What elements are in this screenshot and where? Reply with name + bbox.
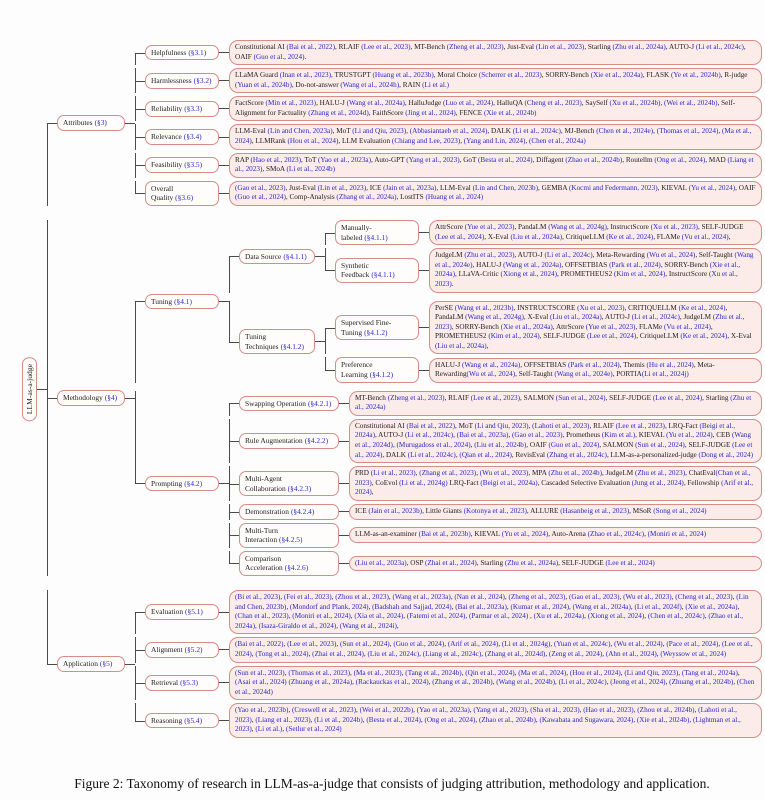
node-label: Attributes: [63, 118, 93, 128]
node-label: Methodology: [63, 393, 103, 403]
connector-line: [219, 165, 229, 166]
branch-comparison-acceleration: [229, 551, 762, 576]
citations-reliability: FactScore (Min et al., 2023), HALU-J (Wang et al., 2024a), HalluJudge (Luo et al., 2024), HalluQA (Cheng et al., 2023), SaySelf (Xu et al., 2024b), (Wei et al., 2024b), Self-Alignment for Factuality (Zhang et al., 2024d), FaithScore (Jing et al., 2024), FENCE (Xie et al., 2024b): [229, 96, 762, 121]
root-node: LLM-as-a-judge: [22, 357, 37, 421]
section-ref: (§4.1.1): [371, 270, 395, 280]
node-supervised-fine-tuning: [335, 315, 419, 340]
connector-line: [219, 649, 229, 650]
connector-line: [219, 80, 229, 81]
connector-line: [339, 563, 349, 564]
connector-line: [339, 483, 349, 484]
connector-line: [125, 664, 135, 665]
connector-line: [125, 398, 135, 399]
taxonomy-tree: [22, 12, 762, 766]
node-label: Prompting: [151, 478, 183, 488]
branch-data-source: [229, 220, 762, 293]
branch-alignment: [135, 637, 762, 662]
node-multi-turn-interaction: [239, 523, 339, 548]
section-ref: (§3.5): [184, 160, 203, 170]
citations-overall-quality: (Gao et al., 2023), Just-Eval (Lin et al., 2023), ICE (Jain et al., 2023a), LLM-Eval (Lin and Chen, 2023b), GEMBA (Kocmi and Federmann, 2023), KIEVAL (Yu et al., 2024), OAIF (Guo et al., 2024), Comp-Analysis (Zhang et al., 2024a), LostITS (Huang et al., 2024): [229, 181, 762, 206]
citations-alignment: (Bai et al., 2022), (Lee et al., 2023), (Sun et al., 2024), (Guo et al., 2024), (Arif et al., 2024), (Li et al., 2024g), (Yuan et al., 2024c), (Wu et al., 2024), (Pace et al., 2024), (Lee et al., 2024), (Tong et al., 2024), (Zhai et al., 2024), (Liu et al., 2024c), (Liang et al., 2024c), (Zhang et al., 2024d), (Zeng et al., 2024), (Ahn et al., 2024), (Weyssow et al., 2024): [229, 637, 762, 662]
section-ref: (§4.1.2): [280, 341, 304, 351]
node-label: Rule Augmentation: [245, 436, 303, 446]
node-label: Feasibility: [151, 160, 183, 170]
node-label: Tuning Techniques: [245, 332, 279, 351]
connector-line: [219, 720, 229, 721]
branch-demonstration: [229, 504, 762, 520]
node-label: Preference Learning: [341, 360, 373, 380]
branch-helpfulness: [135, 40, 762, 65]
node-prompting: [145, 476, 219, 492]
node-alignment: [145, 642, 219, 658]
node-demonstration: [239, 504, 339, 520]
branch-swapping-operation: [229, 391, 762, 416]
citations-helpfulness: Constitutional AI (Bai et al., 2022), RLAIF (Lee et al., 2023), MT-Bench (Zheng et al., 2023), Just-Eval (Lin et al., 2023), Starling (Zhu et al., 2024a), AUTO-J (Li et al., 2024c), OAIF (Guo et al., 2024).: [229, 40, 762, 65]
section-ref: (§4.2.3): [287, 483, 312, 493]
node-label: Swapping Operation: [245, 398, 306, 408]
branch-harmlessness: [135, 68, 762, 93]
section-ref: (§4.1): [174, 296, 192, 306]
figure-caption: Figure 2: Taxonomy of research in LLM-as-a-judge that consists of judging attribution, methodology and application.: [74, 776, 710, 791]
branch-methodology: [47, 220, 762, 576]
connector-line: [219, 52, 229, 53]
branch-synthetic-feedback: [325, 248, 762, 292]
node-tuning-techniques: [239, 329, 315, 354]
branch-evaluation: [135, 590, 762, 634]
connector-line: [315, 256, 325, 257]
connector-line: [219, 137, 229, 138]
section-ref: (§3.1): [188, 47, 207, 57]
node-label: Multi-Turn Interaction: [245, 525, 278, 545]
section-ref: (§4.2.6): [284, 563, 309, 573]
node-label: Manually-labeled: [341, 223, 372, 242]
section-ref: (§4.1.2): [369, 370, 394, 380]
node-label: Multi-Agent Collaboration: [245, 473, 286, 493]
branch-preference-learning: [325, 357, 762, 382]
connector-line: [339, 535, 349, 536]
node-label: Relevance: [151, 132, 182, 142]
citations-multi-turn-interaction: LLM-as-an-examiner (Bai et al., 2023b), KIEVAL (Yu et al., 2024), Auto-Arena (Zhao et al., 2024c), (Moniri et al., 2024): [349, 527, 762, 543]
node-label: Comparison Acceleration: [245, 553, 283, 573]
section-ref: (§3.2): [193, 75, 212, 85]
node-reliability: [145, 101, 219, 117]
node-feasibility: [145, 157, 219, 173]
citations-relevance: LLM-Eval (Lin and Chen, 2023a), MoT (Li and Qiu, 2023), (Abbasiantaeb et al., 2024), DALK (Li et al., 2024c), MJ-Bench (Chen et al., 2024e), (Thomas et al., 2024), (Ma et al., 2024), LLMRank (Hou et al., 2024), LLM Evaluation (Chiang and Lee, 2023), (Yang and Lin, 2024), (Chen et al., 2024a): [229, 124, 762, 149]
branch-relevance: [135, 124, 762, 149]
connector-line: [219, 301, 229, 302]
connector-line: [219, 483, 229, 484]
node-label: Supervised Fine-Tuning: [341, 317, 392, 337]
citations-rule-augmentation: Constitutional AI (Bai et al., 2022), MoT (Li and Qiu, 2023), (Lahoti et al., 2023), RLAIF (Lee et al., 2023), LRQ-Fact (Beigi et al., 2024a), AUTO-J (Li et al., 2024c), (Bai et al., 2023a), (Gao et al., 2023), Prometheus (Kim et al.), KIEVAL (Yu et al., 2024), CEB (Wang et al., 2024d), (Murugadoss et al., 2024), (Liu et al., 2024b), OAIF (Guo et al., 2024), SALMON (Sun et al., 2024), SELF-JUDGE (Lee et al., 2024), DALK (Li et al., 2024c), (Qian et al., 2024), RevisEval (Zhang et al., 2024c), LLM-as-a-personalized-judge (Dong et al., 2024): [349, 419, 762, 463]
branch-application: [47, 590, 762, 738]
node-label: Application: [63, 659, 98, 669]
connector-line: [37, 389, 47, 390]
section-ref: (§3): [94, 118, 107, 128]
citations-evaluation: (Bi et al., 2023), (Fei et al., 2023), (Zhou et al., 2023), (Wang et al., 2023a), (Nan et al., 2024), (Zheng et al., 2023), (Gao et al., 2023), (Wu et al., 2023), (Cheng et al., 2023), (Lin and Chen, 2023b), (Mondorf and Plank, 2024), (Badshah and Sajjad, 2024), (Bai et al., 2023a), (Kumar et al., 2024), (Wang et al., 2024a), (Li et al., 2024f), (Xie et al., 2024a), (Chan et al., 2023), (Moniri et al., 2024), (Xia et al., 2024), (Fatemi et al., 2024), (Parmar et al., 2024) , (Xu et al., 2024a), (Xiong et al., 2024), (Chen et al., 2024c), (Zhao et al., 2024a), (Isaza-Giraldo et al., 2024), (Wang et al., 2024i),: [229, 590, 762, 634]
branch-tuning: [135, 220, 762, 383]
connector-line: [339, 441, 349, 442]
node-tuning: [145, 294, 219, 310]
branch-reliability: [135, 96, 762, 121]
connector-line: [315, 341, 325, 342]
branch-manually-labeled: [325, 220, 762, 245]
section-ref: (§4.1.1): [364, 232, 388, 242]
section-ref: (§4.2): [184, 478, 203, 488]
section-ref: (§4.2.1): [307, 398, 332, 408]
node-label: Harmlessness: [151, 75, 192, 85]
citations-feasibility: RAP (Hao et al., 2023), ToT (Yao et al., 2023a), Auto-GPT (Yang et al., 2023), GoT (Besta et al., 2024), Diffagent (Zhao et al., 2024b), Routellm (Ong et al., 2024), MAD (Liang et al., 2023), SMoA (Li et al., 2024b): [229, 153, 762, 178]
node-overall-quality: [145, 181, 219, 206]
connector-line: [339, 403, 349, 404]
citations-synthetic-feedback: JudgeLM (Zhu et al., 2023), AUTO-J (Li et al., 2024c), Meta-Rewarding (Wu et al., 2024), Self-Taught (Wang et al., 2024e), HALU-J (Wang et al., 2024a), OFFSETBIAS (Park et al., 2024), SORRY-Bench (Xie et al., 2024a), LLaVA-Critic (Xiong et al., 2024), PROMETHEUS2 (Kim et al., 2024), InstructScore (Xu et al., 2023).: [429, 248, 762, 292]
section-ref: (§5): [99, 659, 113, 669]
node-retrieval: [145, 675, 219, 691]
section-ref: (§4.1.2): [364, 327, 388, 337]
node-label: Retrieval: [151, 678, 179, 688]
connector-line: [219, 612, 229, 613]
node-harmlessness: [145, 73, 219, 89]
node-label: Demonstration: [245, 506, 289, 516]
node-multi-agent-collaboration: [239, 471, 339, 496]
branch-rule-augmentation: [229, 419, 762, 463]
node-label: Reliability: [151, 104, 183, 114]
node-label: Helpfulness: [151, 47, 187, 57]
section-ref: (§3.3): [184, 104, 203, 114]
section-ref: (§5.2): [184, 645, 203, 655]
branch-feasibility: [135, 153, 762, 178]
node-label: Evaluation: [151, 607, 184, 617]
node-data-source: [239, 249, 315, 265]
node-label: Synthetic Feedback: [341, 260, 370, 280]
node-relevance: [145, 129, 219, 145]
node-label: Overall Quality: [151, 183, 174, 203]
citations-multi-agent-collaboration: PRD (Li et al., 2023), (Zhang et al., 2023), (Wu et al., 2023), MPA (Zhu et al., 2024b), JudgeLM (Zhu et al., 2023), ChatEval(Chan et al., 2023), CoEvol (Li et al., 2024g) LRQ-Fact (Beigi et al., 2024a), Cascaded Selective Evaluation (Jung et al., 2024), Fellowship (Arif et al., 2024),: [349, 466, 762, 501]
node-label: Data Source: [245, 251, 282, 261]
branch-retrieval: [135, 666, 762, 701]
connector-line: [219, 108, 229, 109]
section-ref: (§5.4): [184, 715, 203, 725]
node-synthetic-feedback: [335, 258, 419, 283]
citations-supervised-fine-tuning: PerSE (Wang et al., 2023b), INSTRUCTSCORE (Xu et al., 2023), CRITIQUELLM (Ke et al., 2024), PandaLM (Wang et al., 2024g), X-Eval (Liu et al., 2024a), AUTO-J (Li et al., 2024c), JudgeLM (Zhu et al., 2023), SORRY-Bench (Xie et al., 2024a), AttrScore (Yue et al., 2023), FLAMe (Vu et al., 2024), PROMETHEUS2 (Kim et al., 2024), SELF-JUDGE (Lee et al., 2024), CritiqueLLM (Ke et al., 2024), X-Eval (Liu et al., 2024a),: [429, 301, 762, 355]
citations-manually-labeled: AttrScore (Yue et al., 2023), PandaLM (Wang et al., 2024g), InstructScore (Xu et al., 2023), SELF-JUDGE (Lee et al., 2024), X-Eval (Liu et al., 2024a), CritiqueLLM (Ke et al., 2024), FLAMe (Vu et al., 2024),: [429, 220, 762, 245]
section-ref: (§5.3): [180, 678, 198, 688]
node-evaluation: [145, 604, 219, 620]
branch-attributes: [47, 40, 762, 206]
root-row: [22, 40, 762, 738]
section-ref: (§3.6): [175, 193, 194, 203]
citations-swapping-operation: MT-Bench (Zheng et al., 2023), RLAIF (Lee et al., 2023), SALMON (Sun et al., 2024), SELF-JUDGE (Lee et al., 2024), Starling (Zhu et al., 2024a): [349, 391, 762, 416]
node-reasoning: [145, 713, 219, 729]
node-label: Tuning: [151, 296, 173, 306]
node-preference-learning: [335, 357, 419, 382]
section-ref: (§5.1): [185, 607, 203, 617]
branch-supervised-fine-tuning: [325, 301, 762, 355]
node-application: [57, 656, 125, 672]
connector-line: [339, 511, 349, 512]
branch-multi-agent-collaboration: [229, 466, 762, 501]
branch-prompting: [135, 391, 762, 576]
section-ref: (§4.2.2): [304, 436, 329, 446]
node-label: Reasoning: [151, 715, 183, 725]
citations-retrieval: (Sun et al., 2023), (Thomas et al., 2023), (Ma et al., 2023), (Tang et al., 2024b), (Qin et al., 2024), (Ma et al., 2024), (Hou et al., 2024), (Li and Qiu, 2023), (Tang et al., 2024a), (Asai et al., 2024) (Zhuang et al., 2024a), (Rackauckas et al., 2024), (Zhang et al., 2024b), (Wang et al., 2024b), (Li et al., 2024c), (Jeong et al., 2024), (Zhuang et al., 2024b), (Chen et al., 2024d): [229, 666, 762, 701]
branch-reasoning: [135, 703, 762, 738]
branch-tuning-techniques: [229, 301, 762, 383]
section-ref: (§3.4): [183, 132, 202, 142]
section-ref: (§4): [104, 393, 118, 403]
connector-line: [419, 327, 429, 328]
citations-harmlessness: LLaMA Guard (Inan et al., 2023), TRUSTGPT (Huang et al., 2023b), Moral Choice (Scherrer et al., 2023), SORRY-Bench (Xie et al., 2024a), FLASK (Ye et al., 2024b), R-judge (Yuan et al., 2024b), Do-not-answer (Wang et al., 2024h), RAIN (Li et al.): [229, 68, 762, 93]
connector-line: [125, 123, 135, 124]
citations-demonstration: ICE (Jain et al., 2023b), Little Giants (Kotonya et al., 2023), ALLURE (Hasanbeig et al., 2023), MSoR (Song et al., 2024): [349, 504, 762, 520]
section-ref: (§4.2.5): [279, 535, 303, 545]
node-comparison-acceleration: [239, 551, 339, 576]
connector-line: [219, 193, 229, 194]
node-swapping-operation: [239, 396, 339, 412]
citations-reasoning: (Yao et al., 2023b), (Creswell et al., 2023), (Wei et al., 2022b), (Yao et al., 2023a), (Yang et al., 2023), (Sha et al., 2023), (Hao et al., 2023), (Zhou et al., 2024b), (Lahoti et al., 2023), (Liang et al., 2023), (Li et al., 2024b), (Besta et al., 2024), (Ong et al., 2024), (Zhao et al., 2024b), (Kawabata and Sugawara, 2024), (Xie et al., 2024b), (Lightman et al., 2023), (Li et al.), (Setlur et al., 2024): [229, 703, 762, 738]
node-attributes: [57, 115, 125, 131]
node-label: Alignment: [151, 645, 183, 655]
node-helpfulness: [145, 45, 219, 61]
section-ref: (§4.2.4): [290, 506, 315, 516]
connector-line: [419, 270, 429, 271]
section-ref: (§4.1.1): [283, 251, 307, 261]
node-rule-augmentation: [239, 433, 339, 449]
branch-multi-turn-interaction: [229, 523, 762, 548]
branch-overall-quality: [135, 181, 762, 206]
connector-line: [219, 682, 229, 683]
node-methodology: [57, 390, 125, 406]
connector-line: [419, 370, 429, 371]
node-manually-labeled: [335, 220, 419, 245]
connector-line: [419, 232, 429, 233]
citations-comparison-acceleration: (Liu et al., 2023a), OSP (Zhai et al., 2024), Starling (Zhu et al., 2024a), SELF-JUDGE (Lee et al., 2024): [349, 556, 762, 572]
citations-preference-learning: HALU-J (Wang et al., 2024a), OFFSETBIAS (Park et al., 2024), Themis (Hu et al., 2024), Meta-Rewarding(Wu et al., 2024), Self-Taught (Wang et al., 2024e), PORTIA(Li et al., 2024j): [429, 358, 762, 383]
